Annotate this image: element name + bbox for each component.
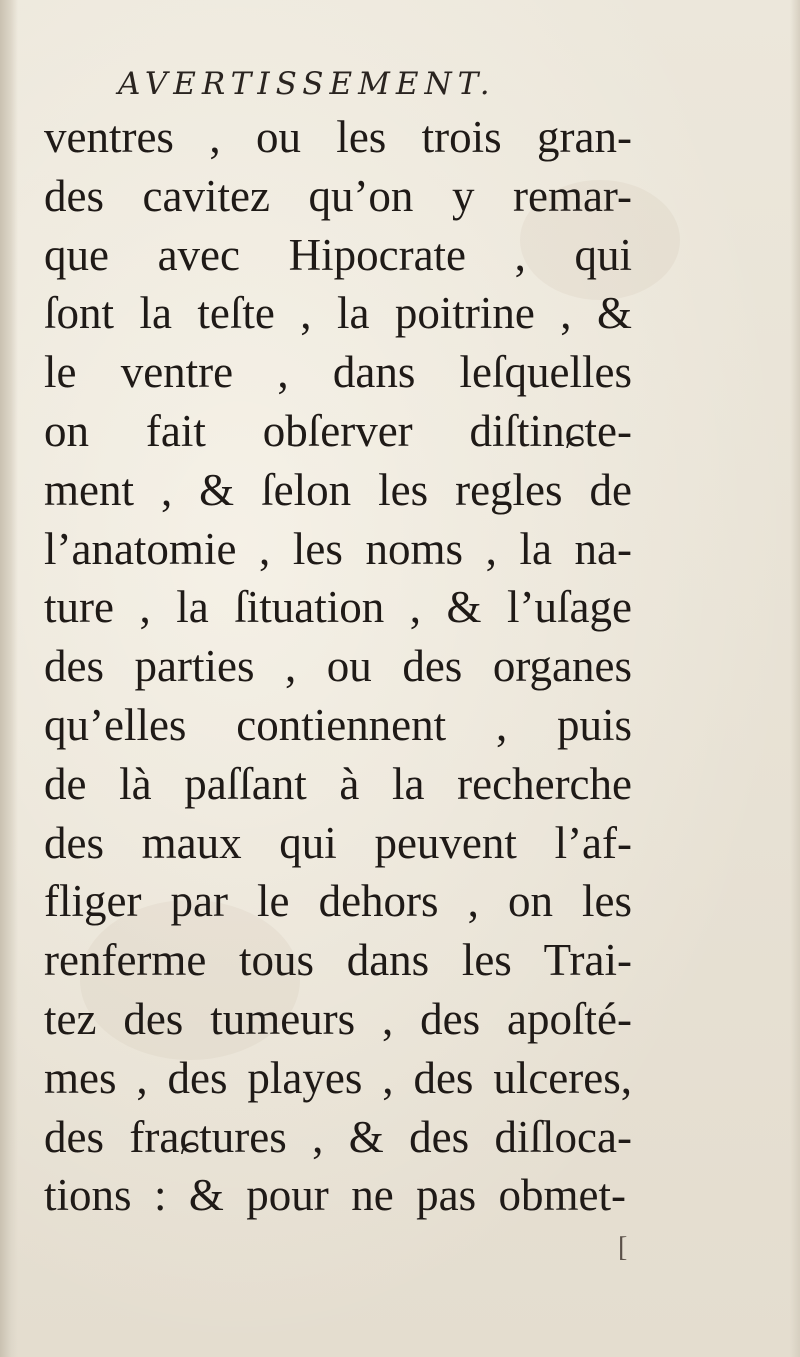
text-line: que avec Hipocrate , qui [44,229,632,280]
text-line: tez des tumeurs , des apoſté- [44,993,632,1044]
text-line: fliger par le dehors , on les [44,876,632,927]
page-gutter-shadow [0,0,18,1357]
running-header: AVERTISSEMENT. [118,66,496,102]
text-line: des cavitez qu’on y remar- [44,170,632,221]
text-line: ture , la ſituation , & l’uſage [44,582,632,633]
text-line: des parties , ou des organes [44,641,632,692]
text-line: ventres , ou les trois gran- [44,112,632,162]
text-line: qu’elles contiennent , puis [44,699,632,750]
text-line: on fait obſerver diſtinɕte- [44,405,632,456]
text-line: ſont la teſte , la poitrine , & [44,288,632,339]
text-line: des maux qui peuvent l’af- [44,817,632,868]
text-line: tions : & pour ne pas obmet- [44,1170,626,1221]
body-text [44,108,644,1225]
text-line: l’anatomie , les noms , la na- [44,523,632,574]
text-line: des fraɕtures , & des diſloca- [44,1111,632,1162]
text-line: renferme tous dans les Trai- [44,935,632,986]
text-line: de là paſſant à la recherche [44,758,632,809]
text-line: le ventre , dans leſquelles [44,347,632,398]
catchword-mark: [ [618,1232,628,1263]
text-line: ment , & ſelon les regles de [44,464,632,515]
text-line: mes , des playes , des ulceres, [44,1052,632,1103]
page-edge-shadow [790,0,800,1357]
